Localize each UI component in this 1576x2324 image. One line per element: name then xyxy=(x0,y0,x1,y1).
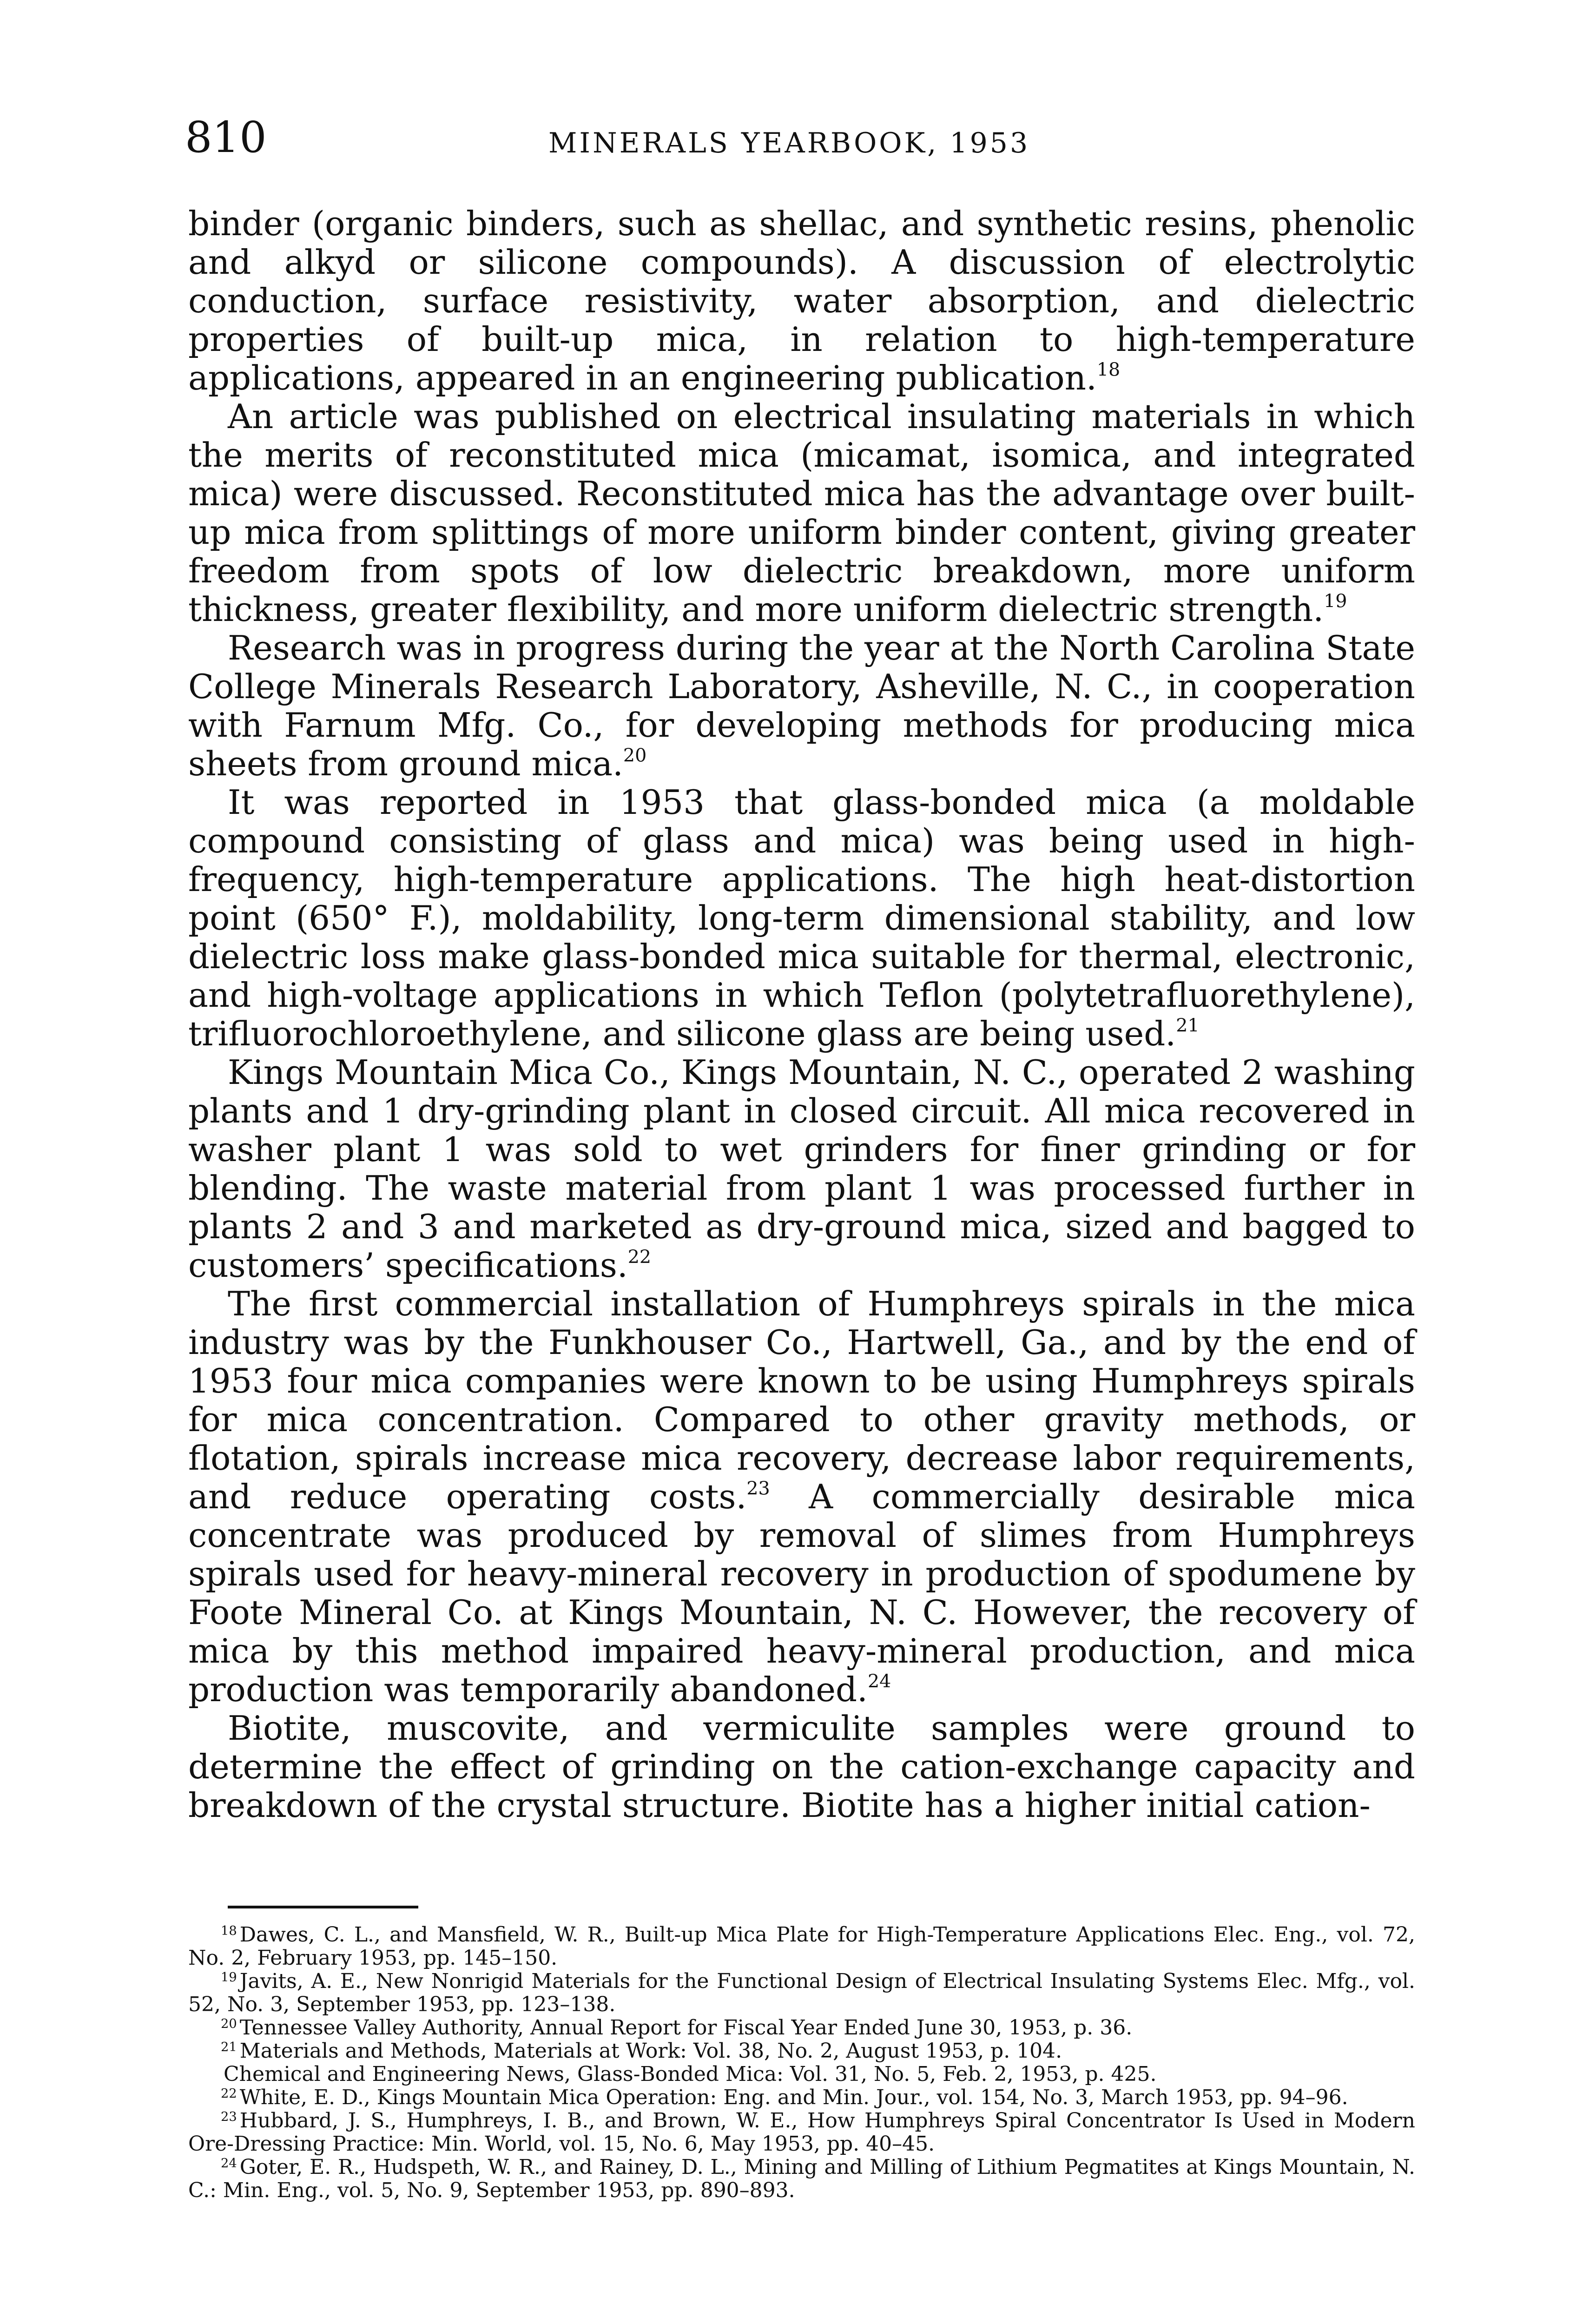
footnote xyxy=(188,1970,1415,2016)
body-text xyxy=(188,205,1415,1825)
footnote-ref: 23 xyxy=(746,1478,770,1499)
running-head: MINERALS YEARBOOK, 1953 xyxy=(548,127,1030,159)
footnote-text: Goter, E. R., Hudspeth, W. R., and Rainey, D. L., Mining and Milling of Lithium Pegmatites at Kings Mountain, N. C.: Min. Eng., vol. 5, No. 9, September 1953, pp. 890–893. xyxy=(188,2155,1415,2202)
footnote-mark: 20 xyxy=(221,2017,237,2032)
footnote xyxy=(188,2086,1415,2109)
paragraph xyxy=(188,629,1415,783)
footnote-mark: 19 xyxy=(221,1970,237,1985)
paragraph xyxy=(188,783,1415,1053)
paragraph-text: Research was in progress during the year at the North Carolina State College Minerals Research Laboratory, Asheville, N. C., in cooperation with Farnum Mfg. Co., for developing methods for producing mica sheets from ground mica. xyxy=(188,628,1415,783)
footnote xyxy=(188,1923,1415,1970)
footnote-ref: 18 xyxy=(1096,359,1121,381)
footnote-mark: 23 xyxy=(221,2110,237,2125)
footnote-text: Hubbard, J. S., Humphreys, I. B., and Brown, W. E., How Humphreys Spiral Concentrator Is Used in Modern Ore-Dressing Practice: Min. World, vol. 15, No. 6, May 1953, pp. 40–45. xyxy=(188,2109,1415,2156)
footnote-text: White, E. D., Kings Mountain Mica Operation: Eng. and Min. Jour., vol. 154, No. 3, March 1953, pp. 94–96. xyxy=(239,2086,1348,2109)
paragraph-text: A commercially desirable mica concentrate was produced by removal of slimes from Humphreys spirals used for heavy-mineral recovery in production of spodumene by Foote Mineral Co. at Kings Mountain, N. C. However, the recovery of mica by this method impaired heavy-mineral production, and mica production was temporarily abandoned. xyxy=(188,1477,1416,1709)
footnote-text: Tennessee Valley Authority, Annual Report for Fiscal Year Ended June 30, 1953, p. 36. xyxy=(239,2016,1133,2040)
footnote xyxy=(188,2109,1415,2156)
paragraph-text: The first commercial installation of Humphreys spirals in the mica industry was by the Funkhouser Co., Hartwell, Ga., and by the end of 1953 four mica companies were known to be using Humphreys spirals for mica concentration. Compared to other gravity methods, or flotation, spirals increase mica recovery, decrease labor requirements, and reduce operating costs. xyxy=(188,1284,1415,1516)
paragraph xyxy=(188,1285,1415,1709)
footnote-text: Dawes, C. L., and Mansfield, W. R., Built-up Mica Plate for High-Temperature Applications Elec. Eng., vol. 72, No. 2, February 1953, pp. 145–150. xyxy=(188,1923,1415,1970)
footnote-ref: 24 xyxy=(867,1670,891,1692)
footnote-ref: 21 xyxy=(1176,1015,1200,1037)
paragraph xyxy=(188,205,1415,397)
footnote-mark: 22 xyxy=(221,2086,237,2101)
footnote-divider xyxy=(228,1906,418,1908)
paragraph xyxy=(188,397,1415,629)
footnote xyxy=(188,2016,1415,2040)
footnote-text: Chemical and Engineering News, Glass-Bonded Mica: Vol. 31, No. 5, Feb. 2, 1953, p. 425. xyxy=(224,2062,1157,2086)
footnote-ref: 19 xyxy=(1324,590,1347,612)
footnote-mark: 24 xyxy=(221,2156,237,2171)
paragraph-text: An article was published on electrical insulating materials in which the merits of reconstituted mica (micamat, isomica, and integrated mica) were discussed. Reconstituted mica has the advantage over built-up mica from splittings of more uniform binder content, giving greater freedom from spots of low dielectric breakdown, more uniform thickness, greater flexibility, and more uniform dielectric strength. xyxy=(188,397,1415,629)
page-number: 810 xyxy=(185,112,267,162)
paragraph-text: binder (organic binders, such as shellac, and synthetic resins, phenolic and alkyd or silicone compounds). A discussion of electrolytic conduction, surface resistivity, water absorption, and dielectric properties of built-up mica, in relation to high-temperature applications, appeared in an engineering publication. xyxy=(188,204,1415,397)
paragraph xyxy=(188,1053,1415,1285)
footnote-ref: 22 xyxy=(627,1246,652,1268)
footnote-mark: 18 xyxy=(221,1924,237,1939)
paragraph-text: Kings Mountain Mica Co., Kings Mountain, N. C., operated 2 washing plants and 1 dry-grinding plant in closed circuit. All mica recovered in washer plant 1 was sold to wet grinders for finer grinding or for blending. The waste material from plant 1 was processed further in plants 2 and 3 and marketed as dry-ground mica, sized and bagged to customers’ specifications. xyxy=(188,1053,1415,1285)
paragraph-text: Biotite, muscovite, and vermiculite samples were ground to determine the effect of grinding on the cation-exchange capacity and breakdown of the crystal structure. Biotite has a higher initial cation- xyxy=(188,1709,1415,1825)
paragraph xyxy=(188,1709,1415,1825)
footnote-text: Materials and Methods, Materials at Work: Vol. 38, No. 2, August 1953, p. 104. xyxy=(239,2039,1062,2063)
footnote-text: Javits, A. E., New Nonrigid Materials for the Functional Design of Electrical Insulating Systems Elec. Mfg., vol. 52, No. 3, September 1953, pp. 123–138. xyxy=(188,1969,1415,2016)
footnote xyxy=(188,2156,1415,2202)
footnote-ref: 20 xyxy=(623,745,647,766)
footnote xyxy=(188,2040,1415,2063)
paragraph-text: It was reported in 1953 that glass-bonded mica (a moldable compound consisting of glass and mica) was being used in high-frequency, high-temperature applications. The high heat-distortion point (650° F.), moldability, long-term dimensional stability, and low dielectric loss make glass-bonded mica suitable for thermal, electronic, and high-voltage applications in which Teflon (polytetrafluorethylene), trifluorochloroethylene, and silicone glass are being used. xyxy=(188,783,1415,1053)
footnotes xyxy=(188,1923,1415,2202)
footnote-mark: 21 xyxy=(221,2040,237,2055)
footnote xyxy=(188,2063,1415,2086)
